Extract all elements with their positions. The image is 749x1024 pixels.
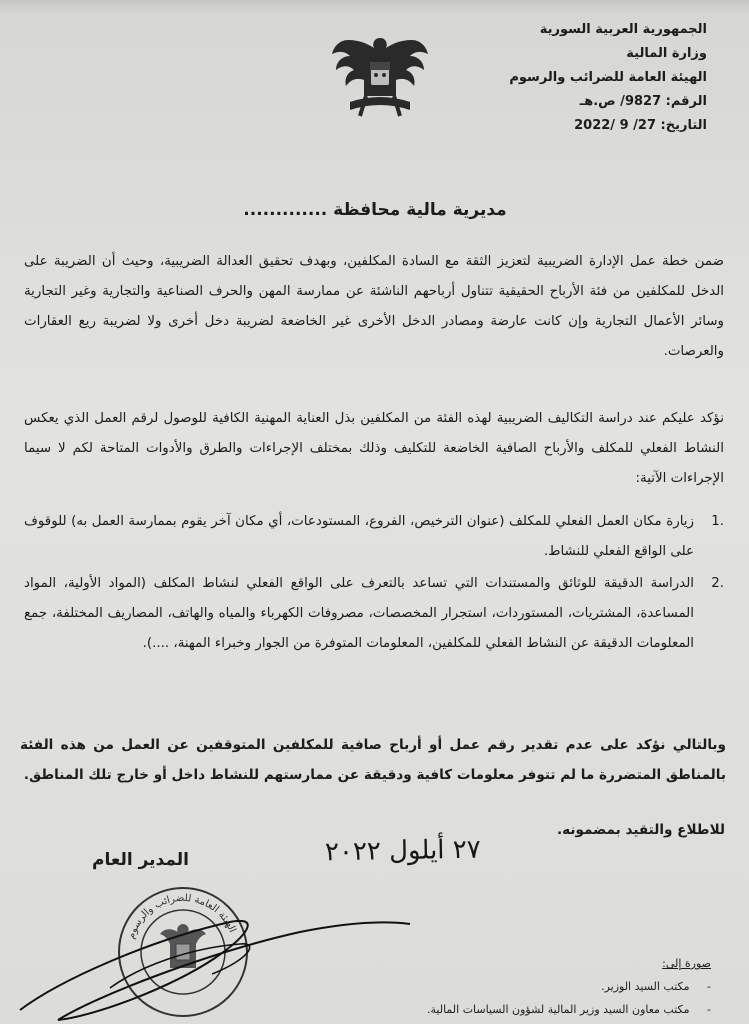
letter-date: [477, 114, 707, 138]
list-item: [24, 569, 724, 659]
paragraph-instructions: نؤكد عليكم عند دراسة التكاليف الضريبية لهذه الفئة من المكلفين بذل العناية المهنية الكافية للوصول لرقم العمل الذي يعكس النشاط الفعلي للمكلف والأرباح الصافية الخاضعة للتكليف وذلك بمختلف الإجراءات والطرق والأدوات المتاحة لكم لا سيما الإجراءات الآتية:: [24, 411, 724, 486]
reference-value: 9827/ ص.هـ: [579, 94, 662, 109]
bullet-dash: -: [707, 1003, 711, 1016]
stamp-text: الهيئة العامة للضرائب والرسوم: [125, 892, 238, 941]
republic-name: الجمهورية العربية السورية: [539, 22, 707, 37]
eagle-emblem-icon: [330, 30, 430, 122]
letterhead: [477, 18, 707, 138]
copy-recipient-text: مكتب معاون السيد وزير المالية لشؤون السياسات المالية.: [427, 1003, 690, 1016]
list-text: الدراسة الدقيقة للوثائق والمستندات التي تساعد بالتعرف على الواقع الفعلي لنشاط المكلف (المواد الأولية، المواد المساعدة، المشتريات، المستوردات، استجرار المخصصات، مصروفات الكهرباء والمياه والهاتف، المصاريف المختلفة، جمع المعلومات الدقيقة عن النشاط الفعلي للمكلفين، المعلومات المتوفرة من الجوار وخبراء المهنة، ....).: [24, 576, 694, 651]
reference-label: الرقم:: [665, 94, 707, 109]
reference-number: [477, 90, 707, 114]
handwritten-date: ٢٧ أيلول ٢٠٢٢: [324, 834, 481, 868]
copy-recipient: [427, 1003, 711, 1016]
director-title: المدير العام: [92, 850, 189, 870]
bullet-dash: -: [707, 980, 711, 993]
scan-shadow: [0, 0, 749, 14]
authority-name: الهيئة العامة للضرائب والرسوم: [509, 70, 707, 85]
paragraph-closing: للاطلاع والتقيد بمضمونه.: [556, 822, 725, 838]
list-item: [24, 507, 724, 567]
copy-recipient-text: مكتب السيد الوزير.: [601, 980, 690, 993]
signature-scrawl-icon: [0, 870, 420, 1024]
ministry-name: وزارة المالية: [626, 46, 707, 61]
paragraph-intro: ضمن خطة عمل الإدارة الضريبية لتعزيز الثقة مع السادة المكلفين، وبهدف تحقيق العدالة الضريبية، وحيث أن الضريبة على الدخل للمكلفين من فئة الأرباح الحقيقية تتناول أرباحهم الناشئة عن ممارسة المهن والحرف الصناعية والتجارية وغير التجارية وسائر الأعمال التجارية وإن كانت عارضة ومصادر الدخل الأخرى غير الخاضعة لضريبة دخل أخرى ولا لضريبة ريع العقارات والعرصات.: [24, 254, 724, 359]
list-text: زيارة مكان العمل الفعلي للمكلف (عنوان الترخيص، الفروع، المستودعات، أي مكان آخر يقوم بممارسة العمل به) للوقوف على الواقع الفعلي للنشاط.: [24, 514, 694, 559]
copy-recipient: [601, 980, 711, 993]
date-label: التاريخ:: [660, 118, 707, 133]
date-value: 27/ 9 /2022: [574, 118, 656, 133]
paragraph-conclusion: وبالتالي نؤكد على عدم تقدير رقم عمل أو أرباح صافية للمكلفين المتوقفين عن العمل من هذه الفئة بالمناطق المتضررة ما لم تتوفر معلومات كافية ودقيقة عن ممارستهم للنشاط داخل أو خارج تلك المناطق.: [20, 737, 726, 783]
list-number: .1: [711, 514, 724, 529]
list-number: .2: [711, 576, 724, 591]
letter-title: مديرية مالية محافظة .............: [243, 200, 507, 220]
copies-header: صورة إلى:: [662, 957, 711, 970]
